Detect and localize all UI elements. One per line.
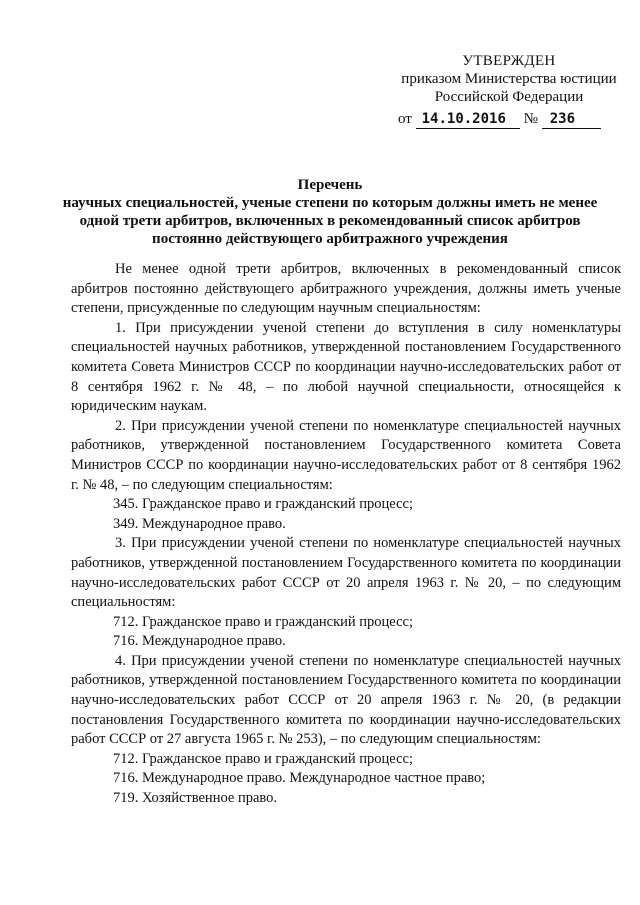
document-body [71,260,621,809]
list-item: 719. Хозяйственное право. [113,790,278,807]
list-item: 716. Международное право. Международное частное право; [113,770,486,787]
title-line-3: постоянно действующего арбитражного учреждения [152,231,508,247]
list-item: 712. Гражданское право и гражданский процесс; [113,750,413,767]
paragraph-2: 2. При присуждении ученой степени по номенклатуре специальностей научных работников, утвержденной постановлением Государственного комитета Совета Министров СССР по координации научно-исследовательских работ от 8 сентября 1962 г. № 48, – по следующим специальностям: [71,417,621,493]
approval-date: 14.10.2016 [416,110,520,129]
approval-order-line-1: приказом Министерства юстиции [401,71,617,87]
approval-status: УТВЕРЖДЕН [462,53,556,69]
title-line-2: одной трети арбитров, включенных в рекомендованный список арбитров [79,213,581,229]
intro-paragraph: Не менее одной трети арбитров, включенных в рекомендованный список арбитров постоянно действующего арбитражного учреждения, должны иметь ученые степени, присужденные по следующим научным специальностям: [71,261,621,317]
approval-date-row [398,110,620,129]
approval-order-line-2: Российской Федерации [434,89,584,105]
title-heading: Перечень [297,177,363,193]
list-item: 345. Гражданское право и гражданский процесс; [113,496,413,513]
paragraph-3: 3. При присуждении ученой степени по номенклатуре специальностей научных работников, утвержденной постановлением Государственного комитета по координации научно-исследовательских работ СССР от 20 апреля 1963 г. № 20, – по следующим специальностям: [71,535,621,611]
approval-number: 236 [542,110,601,129]
date-prefix: от [398,111,412,127]
document-title [60,176,600,248]
paragraph-4: 4. При присуждении ученой степени по номенклатуре специальностей научных работников, утвержденной постановлением Государственного комитета по координации научно-исследовательских работ СССР от 20 апреля 1963 г. № 20, (в редакции постановления Государственного комитета по координации научно-исследовательских работ СССР от 27 августа 1965 г. № 253), – по следующим специальностям: [71,652,621,748]
list-item: 712. Гражданское право и гражданский процесс; [113,613,413,630]
number-prefix: № [523,111,538,127]
title-line-1: научных специальностей, ученые степени по которым должны иметь не менее [62,195,598,211]
list-item: 716. Международное право. [113,633,286,650]
list-item: 349. Международное право. [113,515,286,532]
paragraph-1: 1. При присуждении ученой степени до вступления в силу номенклатуры специальностей научных работников, утвержденной постановлением Государственного комитета Совета Министров СССР по координации научно-исследовательских работ от 8 сентября 1962 г. № 48, – по любой научной специальности, относящейся к юридическим наукам. [71,319,621,415]
approval-block [398,52,620,129]
